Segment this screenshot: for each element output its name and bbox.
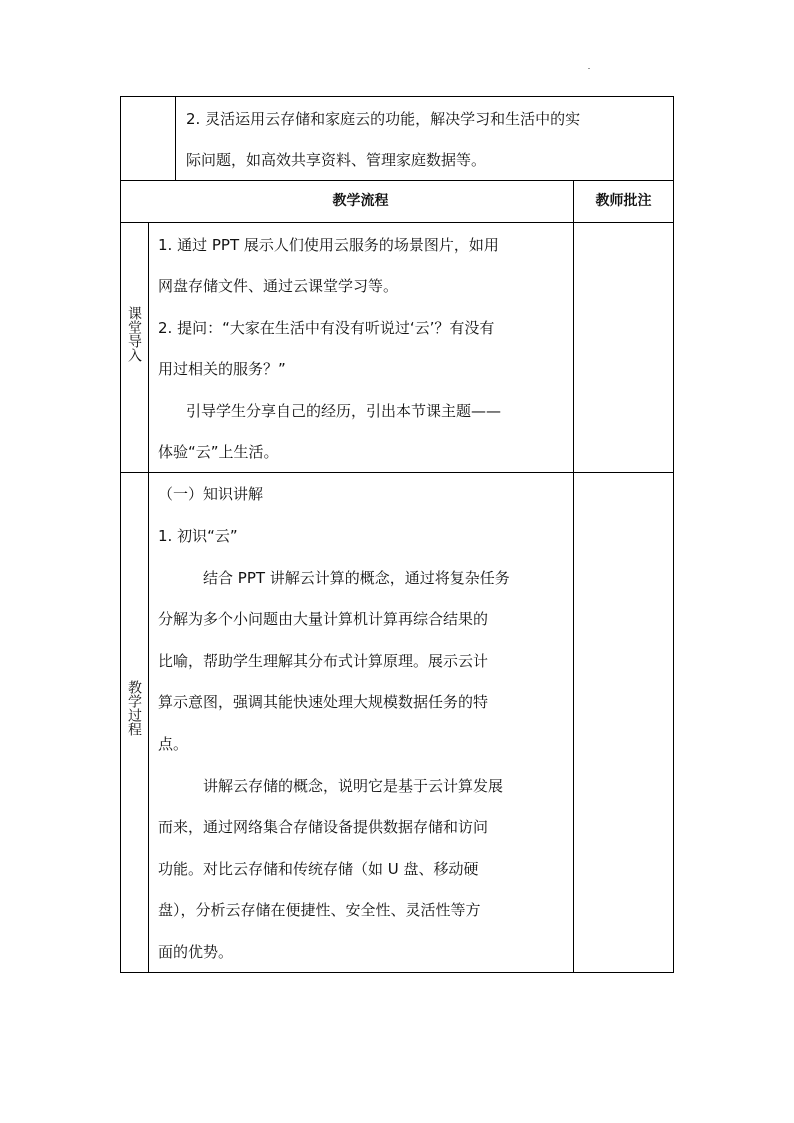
col-divider-label [148,222,149,973]
process-line-1: （一）知识讲解 [158,485,264,503]
objective-line-2: 际问题，如高效共享资料、管理家庭数据等。 [186,151,487,169]
process-line-5: 比喻，帮助学生理解其分布式计算原理。展示云计 [158,652,489,670]
scan-dot [588,68,590,69]
header-teaching-flow: 教学流程 [332,193,389,209]
process-line-6: 算示意图，强调其能快速处理大规模数据任务的特 [158,693,489,711]
row-divider-header [120,222,674,223]
intro-line-2: 网盘存储文件、通过云课堂学习等。 [158,277,399,295]
header-teacher-notes: 教师批注 [595,193,652,209]
intro-line-4: 用过相关的服务？” [158,360,286,378]
process-line-12: 面的优势。 [158,943,234,961]
row-divider-intro [120,472,674,473]
process-line-4: 分解为多个小问题由大量计算机计算再综合结果的 [158,610,489,628]
process-line-7: 点。 [158,735,189,753]
intro-line-6: 体验“云”上生活。 [158,443,279,461]
process-line-2: 1. 初识“云” [158,527,238,545]
process-line-9: 而来，通过网络集合存储设备提供数据存储和访问 [158,818,489,836]
intro-line-3: 2. 提问：“大家在生活中有没有听说过‘云’？有没有 [158,319,495,337]
process-line-8: 讲解云存储的概念，说明它是基于云计算发展 [203,777,504,795]
process-line-3: 结合 PPT 讲解云计算的概念，通过将复杂任务 [203,569,510,587]
process-line-10: 功能。对比云存储和传统存储（如 U 盘、移动硬 [158,860,479,878]
col-divider-objective [175,96,176,180]
col-divider-notes [573,180,574,973]
intro-line-1: 1. 通过 PPT 展示人们使用云服务的场景图片，如用 [158,236,499,254]
label-classroom-intro: 课堂导入 [126,306,142,362]
label-teaching-process: 教学过程 [126,680,142,736]
objective-line-1: 2. 灵活运用云存储和家庭云的功能，解决学习和生活中的实 [186,110,581,128]
row-divider-objective [120,180,674,181]
process-line-11: 盘），分析云存储在便捷性、安全性、灵活性等方 [158,901,481,919]
intro-line-5: 引导学生分享自己的经历，引出本节课主题—— [186,402,502,420]
